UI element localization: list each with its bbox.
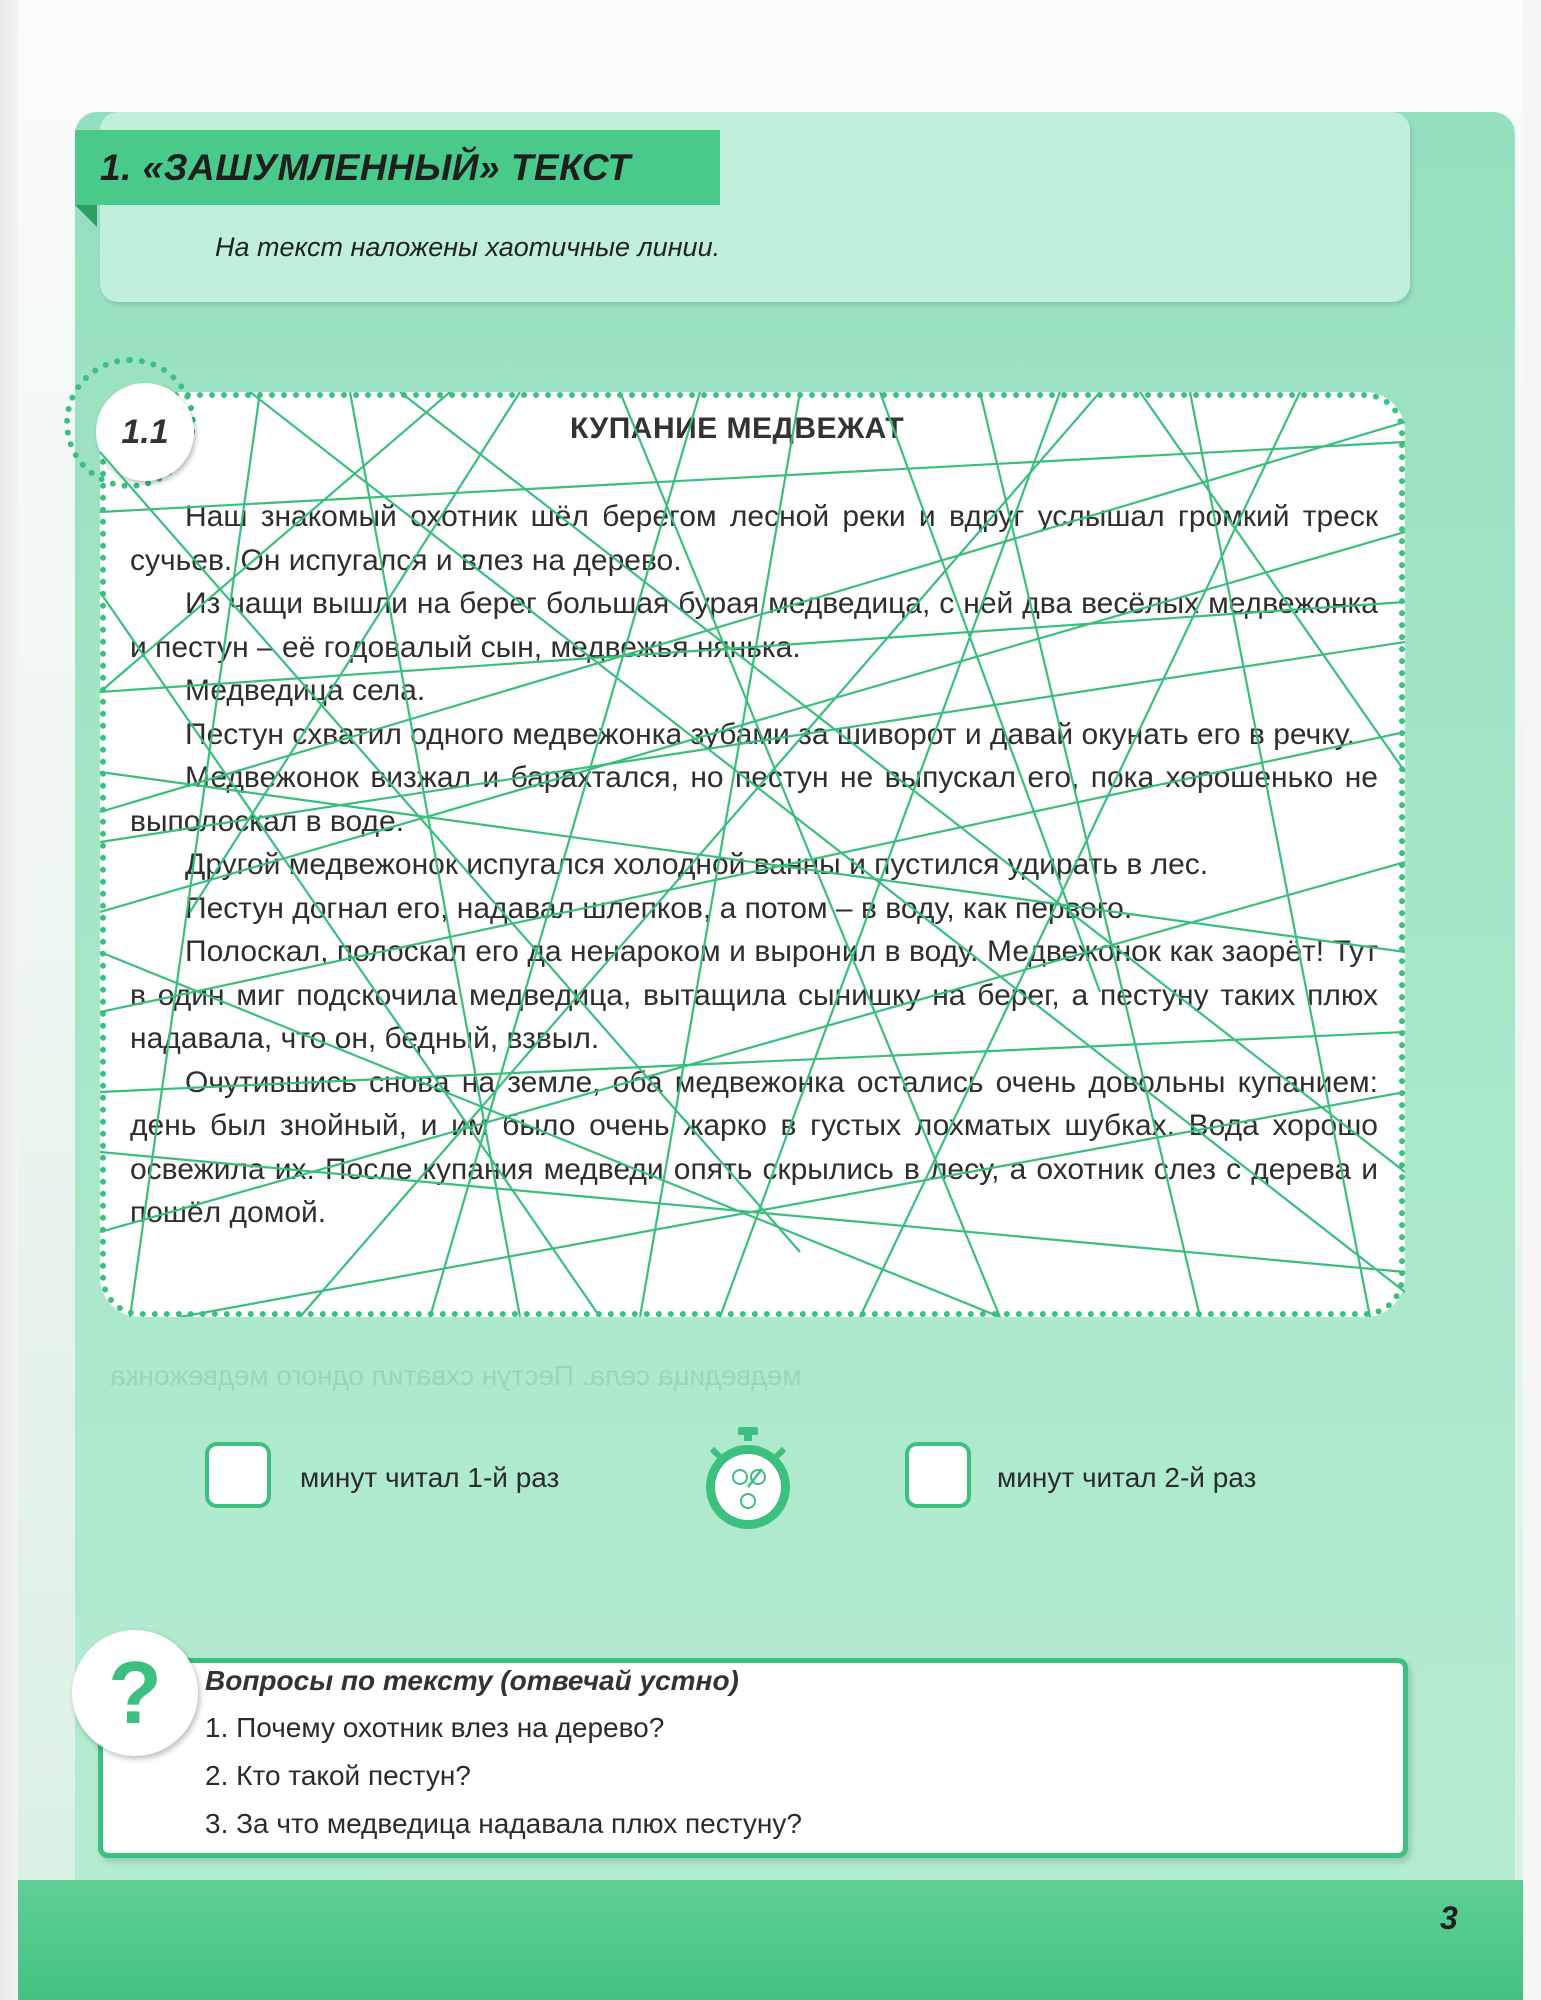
question-badge <box>72 1630 198 1756</box>
story-paragraph: Очутившись снова на земле, оба медвежонка остались очень довольны купанием: день был знойный, и им было очень жарко в густых лохматых шубках. Вода хорошо освежила их. После купания медведи опять скрылись в лесу, а охотник слез с дерева и пошёл домой. <box>130 1065 1378 1229</box>
page-edge <box>0 0 18 2000</box>
story-paragraph: Другой медвежонок испугался холодной ванны и пустился удирать в лес. <box>185 848 1209 881</box>
question-item: 3. За что медведица надавала плюх пестуну? <box>205 1808 802 1839</box>
story-paragraph: Наш знакомый охотник шёл берегом лесной реки и вдруг услышал громкий треск сучьев. Он испугался и влез на дерево. <box>130 500 1378 577</box>
section-title: 1. «ЗАШУМЛЕННЫЙ» ТЕКСТ <box>100 146 631 188</box>
story-text <box>130 495 1378 1235</box>
story-paragraph: Медведица села. <box>185 674 426 707</box>
stopwatch-icon <box>700 1425 796 1535</box>
story-paragraph: Пестун догнал его, надавал шлепков, а потом – в воду, как первого. <box>185 891 1133 925</box>
story-paragraph: Полоскал, полоскал его да ненароком и выронил в воду. Медвежонок как заорёт! Тут в один миг подскочила медведица, вытащила сынишку на берег, а пестуну таких плюх надавала, что он, бедный, взвыл. <box>130 935 1378 1055</box>
question-mark-icon: ? <box>108 1643 162 1742</box>
questions-title: Вопросы по тексту (отвечай устно) <box>205 1665 739 1696</box>
bottom-band <box>18 1880 1523 2000</box>
question-item: 1. Почему охотник влез на дерево? <box>205 1712 665 1743</box>
second-reading-time-box[interactable] <box>905 1442 971 1508</box>
story-paragraph: Медвежонок визжал и барахтался, но пестун не выпускал его, пока хорошенько не выполоскал в воде. <box>130 761 1378 838</box>
first-reading-time-box[interactable] <box>205 1442 271 1508</box>
second-reading-time-label: минут читал 2-й раз <box>997 1462 1257 1493</box>
section-title-strip <box>75 130 720 205</box>
ribbon-fold <box>75 205 97 227</box>
section-subtitle: На текст наложены хаотичные линии. <box>215 232 721 262</box>
story-title: КУПАНИЕ МЕДВЕЖАТ <box>570 412 905 445</box>
question-item: 2. Кто такой пестун? <box>205 1760 471 1791</box>
story-paragraph: Пестун схватил одного медвежонка зубами за шиворот и давай окунать его в речку. <box>185 717 1355 751</box>
show-through-text: медведица села. Пестун схватил одного медвежонка <box>110 1360 802 1391</box>
first-reading-time-label: минут читал 1-й раз <box>300 1462 560 1493</box>
story-paragraph: Из чащи вышли на берег большая бурая медведица, с ней два весёлых медвежонка и пестун – её годовалый сын, медвежья нянька. <box>130 587 1378 664</box>
page-number: 3 <box>1440 1900 1458 1936</box>
exercise-number-badge: 1.1 <box>96 383 194 481</box>
